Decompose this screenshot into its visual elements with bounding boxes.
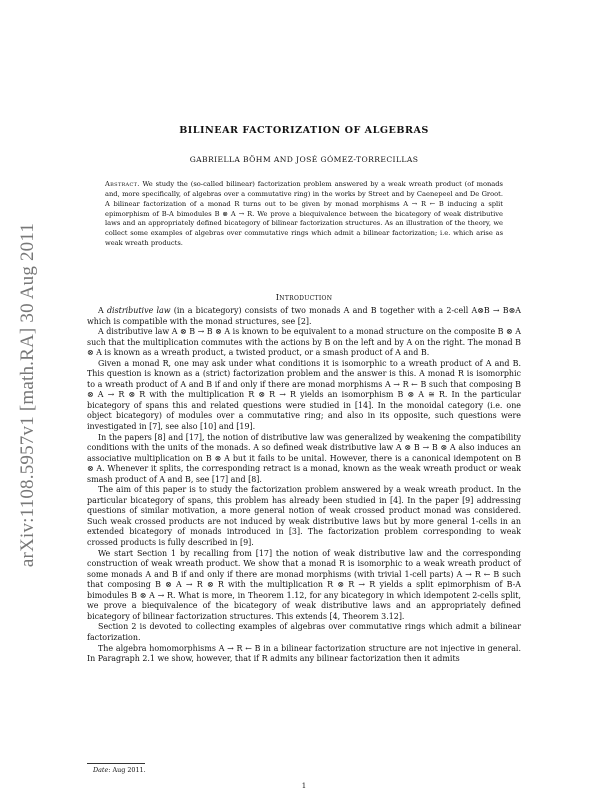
paper-authors: GABRIELLA BÖHM AND JOSÉ GÓMEZ-TORRECILLAS bbox=[189, 155, 419, 164]
arxiv-id: arXiv:1108.5957v1 [math.RA] 30 Aug 2011 bbox=[17, 222, 38, 568]
emphasis: distributive law bbox=[106, 306, 171, 315]
footnote-text: : Aug 2011. bbox=[108, 766, 146, 774]
abstract-text: We study the (so-called bilinear) factorization problem answered by a weak wreath product (of monads and, more specifically, of algebras over a commutative ring) in the works by Street and by Caenepeel and De Groot. A bilinear factorization of a monad R turns out to be given by monad morphisms A → R ← B inducing a split epimorphism of B-A bimodules B ⊗ A → R. We prove a biequivalence between the bicategory of weak distributive laws and an appropriately defined bicategory of bilinear factorization structures. As an illustration of the theory, we collect some examples of algebras over commutative rings which admit a bilinear factorization; i.e. which arise as weak wreath products. bbox=[105, 180, 503, 248]
paragraph: The aim of this paper is to study the factorization problem answered by a weak wreath product. In the particular bicategory of spans, this problem has already been studied in [4]. In the paper [9] addressing questions of similar motivation, a more general notion of weak crossed product monad was considered. Such weak crossed products are not induced by weak distributive laws but by more general 1-cells in an extended bicategory of monads introduced in [3]. The factorization problem corresponding to weak crossed products is fully described in [9]. bbox=[87, 485, 521, 548]
section-heading: Introduction bbox=[275, 292, 333, 302]
paper-title: BILINEAR FACTORIZATION OF ALGEBRAS bbox=[179, 125, 429, 136]
footnote-label: Date bbox=[93, 766, 109, 774]
paragraph bbox=[87, 306, 521, 327]
paragraph: A distributive law A ⊗ B → B ⊗ A is known to be equivalent to a monad structure on the composite B ⊗ A such that the multiplication commutes with the actions by B on the left and by A on the right. The monad B ⊗ A is known as a wreath product, a twisted product, or a smash product of A and B. bbox=[87, 327, 521, 358]
paragraph: Section 2 is devoted to collecting examples of algebras over commutative rings which admit a bilinear factorization. bbox=[87, 622, 521, 642]
abstract-label: Abstract. bbox=[105, 180, 140, 188]
paragraph: Given a monad R, one may ask under what conditions it is isomorphic to a wreath product of A and B. This question is known as a (strict) factorization problem and the answer is this. A monad R is isomorphic to a wreath product of A and B if and only if there are monad morphisms A → R ← B such that composing B ⊗ A → R ⊗ R with the multiplication R ⊗ R → R yields an isomorphism B ⊗ A ≅ R. In the particular bicategory of spans this and related questions were studied in [14]. In the monoidal category (i.e. one object bicategory) of modules over a commutative ring; and also in its opposite, such questions were investigated in [7], see also [10] and [19]. bbox=[87, 358, 521, 432]
paragraph: The algebra homomorphisms A → R ← B in a bilinear factorization structure are not injective in general. In Paragraph 2.1 we show, however, that if R admits any bilinear factorization then it admits bbox=[87, 643, 521, 664]
text-run: A bbox=[98, 306, 107, 315]
paragraph: In the papers [8] and [17], the notion of distributive law was generalized by weakening the compatibility conditions with the units of the monads. A so defined weak distributive law A ⊗ B → B ⊗ A also induces an associative multiplication on B ⊗ A but it fails to be unital. However, there is a canonical idempotent on B ⊗ A. Whenever it splits, the corresponding retract is a monad, known as the weak wreath product or weak smash product of A and B, see [17] and [8]. bbox=[87, 432, 521, 484]
page-number: 1 bbox=[301, 782, 307, 790]
paragraph: We start Section 1 by recalling from [17] the notion of weak distributive law and the corresponding construction of weak wreath product. We show that a monad R is isomorphic to a weak wreath product of some monads A and B if and only if there are monad morphisms (with trivial 1-cell parts) A → R ← B such that composing B ⊗ A → R ⊗ R with the multiplication R ⊗ R → R yields a split epimorphism of B-A bimodules B ⊗ A → R. What is more, in Theorem 1.12, for any bicategory in which idempotent 2-cells split, we prove a biequivalence of the bicategory of weak distributive laws and an appropriately defined bicategory of bilinear factorization structures. This extends [4, Theorem 3.12]. bbox=[87, 548, 521, 621]
abstract bbox=[105, 180, 503, 249]
footnote-rule bbox=[87, 763, 145, 764]
footnote bbox=[93, 766, 146, 774]
body-text bbox=[87, 306, 521, 665]
arxiv-stamp bbox=[6, 175, 50, 615]
text-run: (in a bicategory) consists of two monads A and B together with a 2-cell A⊗B → B⊗A which is compatible with the monad structures, see [2]. bbox=[87, 306, 521, 326]
